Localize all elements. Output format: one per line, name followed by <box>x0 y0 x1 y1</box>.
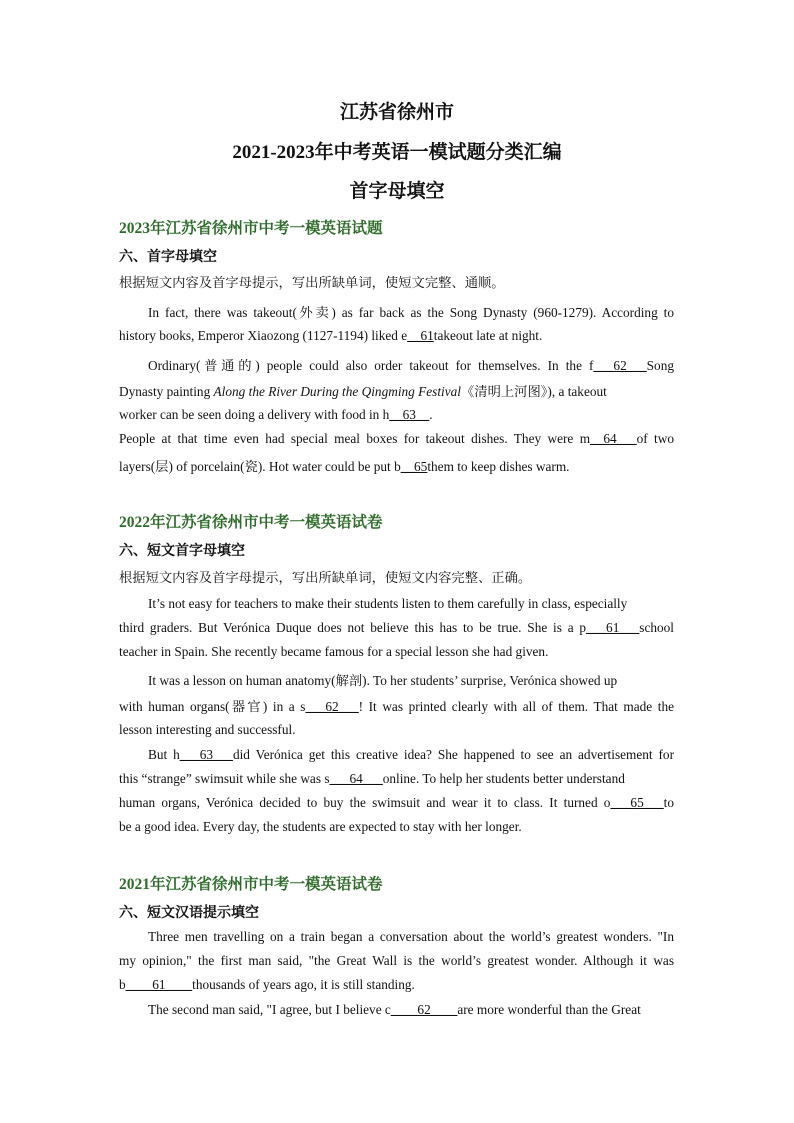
doc-title-topic: 首字母填空 <box>349 181 445 202</box>
doc-title-main: 2021-2023年中考英语一模试题分类汇编 <box>232 142 562 163</box>
blank-62: ___62___ <box>593 358 647 373</box>
part-title-2022: 六、短文首字母填空 <box>119 544 245 559</box>
passage-line: this “strange” swimsuit while she was s___64___online. To help her students better understand <box>119 771 625 786</box>
blank-61: ____61____ <box>125 977 193 992</box>
blank-61: ___61___ <box>586 620 640 635</box>
blank-65: ___65___ <box>610 795 664 810</box>
blank-63: ___63___ <box>179 747 233 762</box>
section-heading-2023: 2023年江苏省徐州市中考一模英语试题 <box>119 220 383 237</box>
passage-line: be a good idea. Every day, the students are expected to stay with her longer. <box>119 819 522 834</box>
instruction-2023: 根据短文内容及首字母提示，写出所缺单词，使短文完整、通顺。 <box>119 275 505 290</box>
passage-line: Dynasty painting Along the River During the Qingming Festival《清明上河图》), a takeout <box>119 384 607 399</box>
blank-64: ___64___ <box>329 771 383 786</box>
passage-line: teacher in Spain. She recently became famous for a special lesson she had given. <box>119 644 549 659</box>
doc-title-city: 江苏省徐州市 <box>339 102 454 123</box>
blank-64: __64___ <box>590 431 637 446</box>
part-title-2021: 六、短文汉语提示填空 <box>119 906 259 921</box>
passage-line: Ordinary(普通的) people could also order takeout for themselves. In the f___62___Song <box>148 358 674 373</box>
passage-line: lesson interesting and successful. <box>119 722 296 737</box>
passage-line: third graders. But Verónica Duque does not believe this has to be true. She is a p___61___school <box>119 620 674 635</box>
blank-63: __63__ <box>389 407 430 422</box>
passage-line: my opinion," the first man said, "the Great Wall is the world’s greatest wonder. Although it was <box>119 953 674 968</box>
passage-line: It was a lesson on human anatomy(解剖). To her students’ surprise, Verónica showed up <box>148 673 618 688</box>
blank-62: ___62___ <box>305 699 359 714</box>
passage-line: People at that time even had special meal boxes for takeout dishes. They were m__64___of two <box>119 431 674 446</box>
passage-line: The second man said, "I agree, but I believe c____62____are more wonderful than the Great <box>148 1002 641 1017</box>
passage-line: human organs, Verónica decided to buy the swimsuit and wear it to class. It turned o___65___to <box>119 795 674 810</box>
blank-62: ____62____ <box>390 1002 458 1017</box>
section-heading-2021: 2021年江苏省徐州市中考一模英语试卷 <box>119 876 383 893</box>
painting-title: Along the River During the Qingming Festival <box>213 384 461 399</box>
blank-61: __61 <box>407 328 434 343</box>
section-heading-2022: 2022年江苏省徐州市中考一模英语试卷 <box>119 514 383 531</box>
passage-line: worker can be seen doing a delivery with food in h__63__. <box>119 407 433 422</box>
passage-line: history books, Emperor Xiaozong (1127-1194) liked e__61takeout late at night. <box>119 328 543 343</box>
passage-line: Three men travelling on a train began a conversation about the world’s greatest wonders. "In <box>148 929 674 944</box>
blank-65: __65 <box>400 459 428 474</box>
passage-line: But h___63___did Verónica get this creative idea? She happened to see an advertisement for <box>148 747 674 762</box>
instruction-2022: 根据短文内容及首字母提示，写出所缺单词，使短文内容完整、正确。 <box>119 570 532 585</box>
passage-line: In fact, there was takeout(外卖) as far back as the Song Dynasty (960-1279). According to <box>148 305 674 320</box>
passage-line: with human organs(器官) in a s___62___! It was printed clearly with all of them. That made the <box>119 699 674 714</box>
passage-line: b____61____thousands of years ago, it is still standing. <box>119 977 415 992</box>
part-title-2023: 六、首字母填空 <box>119 250 217 265</box>
passage-line: It’s not easy for teachers to make their students listen to them carefully in class, especially <box>148 596 628 611</box>
passage-line: layers(层) of porcelain(瓷). Hot water could be put b__65them to keep dishes warm. <box>119 459 570 474</box>
